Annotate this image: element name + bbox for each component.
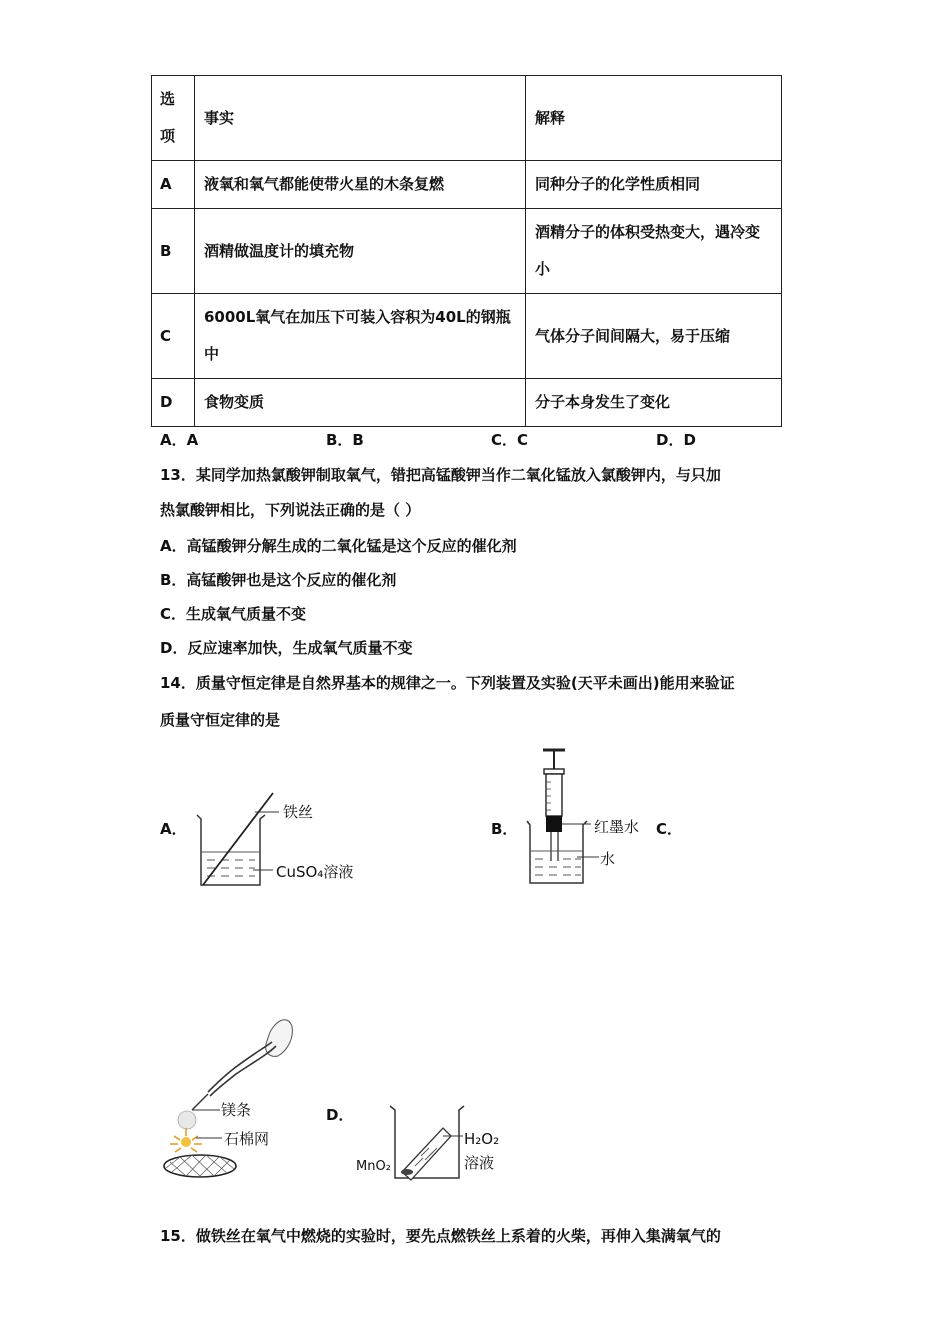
header-fact: 事实: [195, 76, 526, 161]
header-explanation: 解释: [526, 76, 782, 161]
row-fact: 酒精做温度计的填充物: [195, 209, 526, 294]
row-explanation: 同种分子的化学性质相同: [526, 161, 782, 209]
q14-stem-line1: 14．质量守恒定律是自然界基本的规律之一。下列装置及实验(天平未画出)能用来验证: [160, 674, 735, 692]
table-row: [152, 379, 782, 427]
facts-table: [151, 75, 782, 427]
row-option: B: [152, 209, 195, 294]
row-option: C: [152, 294, 195, 379]
red-ink-plug: [546, 816, 562, 832]
row-option: D: [152, 379, 195, 427]
q13-stem-line2: 热氯酸钾相比，下列说法正确的是（ ）: [160, 501, 421, 519]
label-iron-wire: 铁丝: [283, 803, 314, 821]
q13-option-a[interactable]: A．高锰酸钾分解生成的二氧化锰是这个反应的催化剂: [160, 537, 517, 555]
q14-stem-line2: 质量守恒定律的是: [160, 711, 281, 729]
label-red-ink: 红墨水: [594, 818, 640, 836]
table-header-row: [152, 76, 782, 161]
q14-option-a-label[interactable]: A．: [160, 820, 187, 838]
q13-option-c[interactable]: C．生成氧气质量不变: [160, 605, 307, 623]
q12-choice-b[interactable]: B．B: [326, 431, 364, 449]
row-fact: 液氧和氧气都能使带火星的木条复燃: [195, 161, 526, 209]
label-h2o2-solution: 溶液: [464, 1154, 495, 1172]
row-fact: 食物变质: [195, 379, 526, 427]
row-explanation: 酒精分子的体积受热变大，遇冷变小: [526, 209, 782, 294]
row-fact: 6000L氧气在加压下可装入容积为40L的钢瓶中: [195, 294, 526, 379]
q13-stem-line1: 13．某同学加热氯酸钾制取氧气，错把高锰酸钾当作二氧化锰放入氯酸钾内，与只加: [160, 466, 721, 484]
q12-choice-c[interactable]: C．C: [491, 431, 529, 449]
burning-flame-icon: [170, 1111, 202, 1152]
label-magnesium-ribbon: 镁条: [221, 1101, 252, 1119]
q14-option-b-label[interactable]: B．: [491, 820, 518, 838]
iron-wire: [203, 793, 273, 885]
q12-choice-a[interactable]: A．A: [160, 431, 199, 449]
row-explanation: 分子本身发生了变化: [526, 379, 782, 427]
table-row: [152, 209, 782, 294]
label-cuso4-solution: CuSO₄溶液: [276, 863, 354, 881]
mno2-powder: [401, 1169, 413, 1175]
label-mno2: MnO₂: [356, 1159, 391, 1174]
label-water: 水: [600, 850, 616, 868]
table-row: [152, 294, 782, 379]
q14-option-c-label[interactable]: C．: [656, 820, 683, 838]
q12-choice-d[interactable]: D．D: [656, 431, 696, 449]
header-option: 选项: [152, 76, 195, 161]
label-asbestos-gauze: 石棉网: [224, 1130, 270, 1148]
q13-option-d[interactable]: D．反应速率加快，生成氧气质量不变: [160, 639, 413, 657]
q15-stem-line1: 15．做铁丝在氧气中燃烧的实验时，要先点燃铁丝上系着的火柴，再伸入集满氧气的: [160, 1227, 721, 1245]
row-option: A: [152, 161, 195, 209]
q14-option-d-label[interactable]: D．: [326, 1106, 354, 1124]
figure-c-magnesium: [160, 1012, 300, 1184]
label-h2o2: H₂O₂: [464, 1130, 500, 1148]
row-explanation: 气体分子间间隔大，易于压缩: [526, 294, 782, 379]
table-row: [152, 161, 782, 209]
q13-option-b[interactable]: B．高锰酸钾也是这个反应的催化剂: [160, 571, 397, 589]
